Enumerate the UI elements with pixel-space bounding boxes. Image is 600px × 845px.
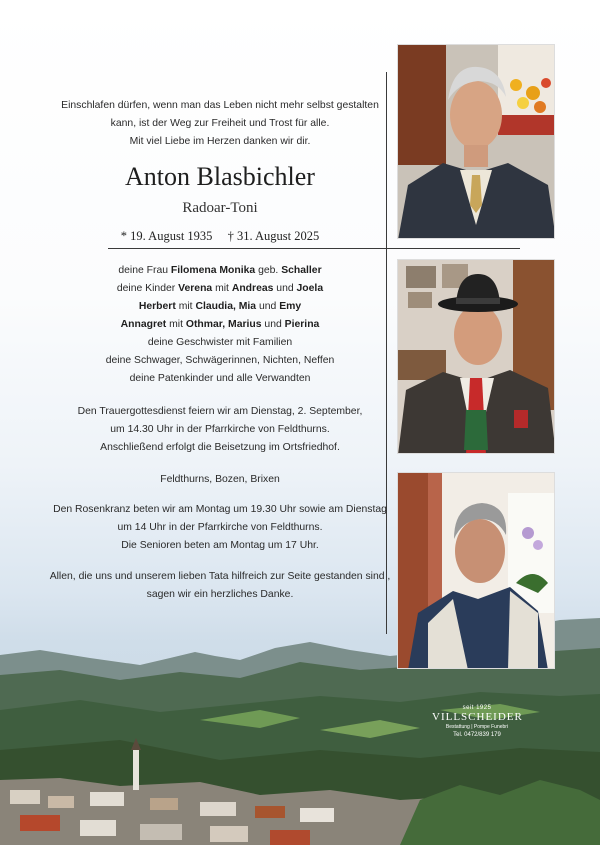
opening-quote: [40, 97, 400, 151]
portrait-photo-2: [397, 259, 555, 454]
portrait-photo-1: [397, 44, 555, 239]
logo-since: seit 1925: [462, 705, 492, 711]
family-line: deine Frau Filomena Monika geb. Schaller: [118, 265, 322, 276]
family-line: Herbert mit Claudia, Mia und Emy: [138, 301, 302, 312]
deceased-name: Anton Blasbichler: [125, 162, 315, 191]
life-dates: [40, 229, 400, 244]
portrait-photo-3: [397, 472, 555, 669]
birth-date: * 19. August 1935: [120, 229, 213, 243]
family-line: deine Geschwister mit Familien: [147, 337, 293, 348]
quote-line: kann, ist der Weg zur Freiheit und Trost für alle.: [110, 118, 330, 129]
horizontal-divider: [108, 248, 520, 249]
logo-phone: Tel. 0472/839 179: [453, 732, 501, 738]
family-line: deine Schwager, Schwägerinnen, Nichten, Neffen: [105, 355, 335, 366]
places: Feldthurns, Bozen, Brixen: [160, 474, 280, 485]
funeral-home-logo: [432, 705, 522, 739]
thanks-note: Allen, die uns und unserem lieben Tata hilfreich zur Seite gestanden sind , sagen wir ein herzliches Danke.: [49, 571, 391, 600]
logo-subtitle: Bestattung | Pompe Funebri: [445, 724, 509, 730]
deceased-nickname: Radoar-Toni: [182, 200, 258, 216]
family-line: Annagret mit Othmar, Marius und Pierina: [120, 319, 320, 330]
family-list: [40, 262, 400, 388]
rosary-info: Den Rosenkranz beten wir am Montag um 19.30 Uhr sowie am Dienstag um 14 Uhr in der Pfarrkirche von Feldthurns. Die Senioren beten am Montag um 17 Uhr.: [53, 504, 387, 551]
quote-line: Einschlafen dürfen, wenn man das Leben nicht mehr selbst gestalten: [61, 100, 379, 111]
logo-brand: VILLSCHEIDER: [432, 711, 523, 723]
family-line: deine Kinder Verena mit Andreas und Joela: [116, 283, 324, 294]
family-line: deine Patenkinder und alle Verwandten: [129, 373, 311, 384]
death-date: † 31. August 2025: [227, 229, 320, 243]
quote-line: Mit viel Liebe im Herzen danken wir dir.: [129, 136, 311, 147]
funeral-service-info: Den Trauergottesdienst feiern wir am Dienstag, 2. September, um 14.30 Uhr in der Pfarrkirche von Feldthurns. Anschließend erfolgt die Beisetzung im Ortsfriedhof.: [77, 406, 363, 453]
